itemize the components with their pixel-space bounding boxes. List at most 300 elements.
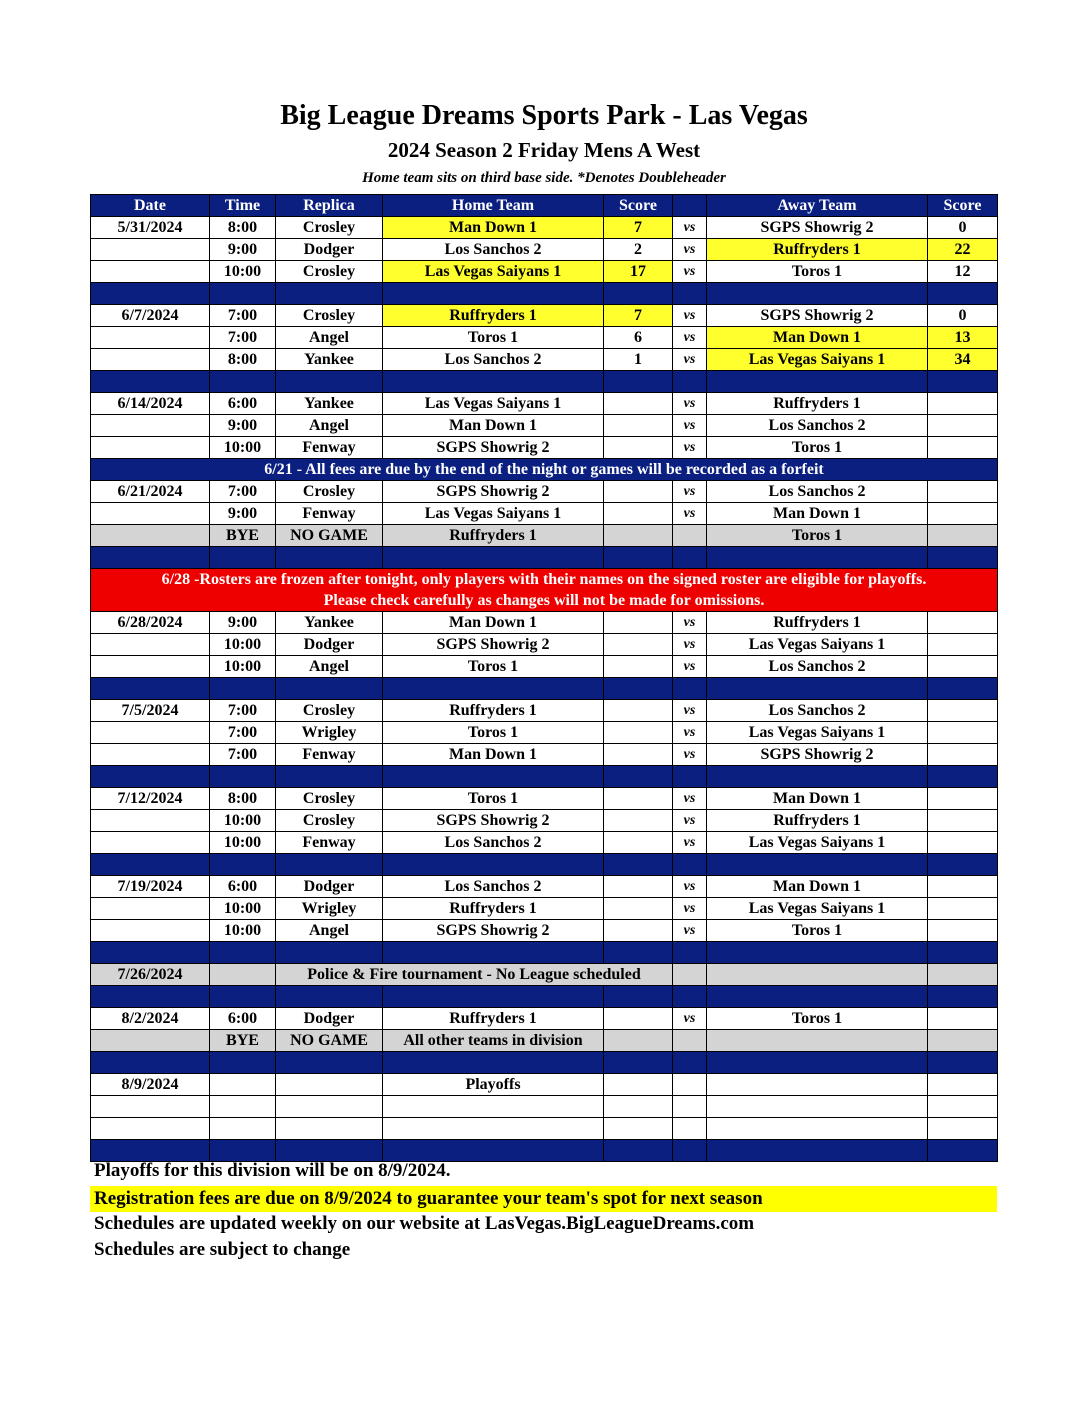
vs-label: vs: [673, 876, 707, 898]
game-row: [91, 481, 998, 503]
home-team: Man Down 1: [383, 217, 604, 239]
game-time: 10:00: [210, 810, 276, 832]
game-date: [91, 898, 210, 920]
separator-cell: [604, 942, 673, 964]
vs-label: vs: [673, 898, 707, 920]
home-score: 1: [604, 349, 673, 371]
col-home-score-header: Score: [604, 195, 673, 217]
home-team: Toros 1: [383, 656, 604, 678]
empty-cell: [210, 964, 276, 986]
field-replica: NO GAME: [276, 525, 383, 547]
home-score: [604, 744, 673, 766]
col-date-header: Date: [91, 195, 210, 217]
away-team: Las Vegas Saiyans 1: [707, 634, 928, 656]
vs-label: vs: [673, 788, 707, 810]
separator-cell: [673, 942, 707, 964]
field-replica: Yankee: [276, 612, 383, 634]
game-date: 8/9/2024: [91, 1074, 210, 1096]
game-date: [91, 832, 210, 854]
away-team: Ruffryders 1: [707, 810, 928, 832]
separator-cell: [276, 986, 383, 1008]
home-team: Los Sanchos 2: [383, 239, 604, 261]
separator-cell: [276, 766, 383, 788]
separator-cell: [604, 1140, 673, 1162]
footer-website-note: Schedules are updated weekly on our website at LasVegas.BigLeagueDreams.com: [94, 1213, 755, 1234]
vs-label: vs: [673, 481, 707, 503]
game-row: [91, 876, 998, 898]
home-score: [604, 393, 673, 415]
separator-cell: [210, 986, 276, 1008]
home-team: Ruffryders 1: [383, 898, 604, 920]
page-title: Big League Dreams Sports Park - Las Vegas: [280, 100, 808, 131]
home-team: Los Sanchos 2: [383, 876, 604, 898]
col-away-score-header: Score: [928, 195, 998, 217]
away-score: [928, 744, 998, 766]
vs-label: [673, 1096, 707, 1118]
separator-cell: [383, 854, 604, 876]
separator-row: [91, 1052, 998, 1074]
separator-cell: [673, 547, 707, 569]
separator-cell: [276, 854, 383, 876]
footer-change-note: Schedules are subject to change: [94, 1239, 351, 1260]
home-team: Ruffryders 1: [383, 1008, 604, 1030]
field-replica: [276, 1118, 383, 1140]
game-row: [91, 656, 998, 678]
game-time: 10:00: [210, 898, 276, 920]
separator-row: [91, 678, 998, 700]
away-score: [928, 722, 998, 744]
away-score: [928, 437, 998, 459]
vs-label: vs: [673, 305, 707, 327]
away-score: 0: [928, 217, 998, 239]
home-score: [604, 503, 673, 525]
away-team: Los Sanchos 2: [707, 656, 928, 678]
game-row: [91, 612, 998, 634]
away-team: Los Sanchos 2: [707, 700, 928, 722]
bye-row: [91, 525, 998, 547]
away-score: [928, 1118, 998, 1140]
vs-label: [673, 1074, 707, 1096]
game-date: 5/31/2024: [91, 217, 210, 239]
away-score: [928, 1030, 998, 1052]
home-score: [604, 876, 673, 898]
game-time: [210, 1118, 276, 1140]
separator-cell: [383, 547, 604, 569]
separator-cell: [928, 547, 998, 569]
separator-cell: [91, 371, 210, 393]
no-game-row: [91, 964, 998, 986]
game-date: [91, 327, 210, 349]
separator-row: [91, 942, 998, 964]
home-team: Playoffs: [383, 1074, 604, 1096]
home-score: [604, 920, 673, 942]
separator-cell: [383, 371, 604, 393]
home-team: Ruffryders 1: [383, 305, 604, 327]
vs-label: vs: [673, 656, 707, 678]
vs-label: vs: [673, 415, 707, 437]
away-score: [928, 810, 998, 832]
away-team: Las Vegas Saiyans 1: [707, 898, 928, 920]
home-team: Man Down 1: [383, 744, 604, 766]
game-time: 6:00: [210, 876, 276, 898]
game-row: [91, 393, 998, 415]
game-time: 8:00: [210, 349, 276, 371]
game-date: [91, 1118, 210, 1140]
away-team: [707, 1118, 928, 1140]
game-time: 10:00: [210, 920, 276, 942]
home-score: [604, 788, 673, 810]
away-score: 0: [928, 305, 998, 327]
separator-cell: [210, 766, 276, 788]
separator-cell: [91, 942, 210, 964]
field-replica: Dodger: [276, 634, 383, 656]
field-replica: NO GAME: [276, 1030, 383, 1052]
game-row: [91, 744, 998, 766]
game-date: [91, 634, 210, 656]
game-time: BYE: [210, 525, 276, 547]
separator-cell: [707, 371, 928, 393]
home-team: Man Down 1: [383, 612, 604, 634]
separator-cell: [276, 942, 383, 964]
vs-label: vs: [673, 612, 707, 634]
separator-cell: [383, 283, 604, 305]
game-row: [91, 1074, 998, 1096]
game-time: 10:00: [210, 656, 276, 678]
vs-label: vs: [673, 1008, 707, 1030]
home-score: [604, 415, 673, 437]
home-team: Las Vegas Saiyans 1: [383, 393, 604, 415]
separator-cell: [91, 986, 210, 1008]
game-time: 9:00: [210, 415, 276, 437]
game-time: 7:00: [210, 722, 276, 744]
game-date: [91, 1096, 210, 1118]
home-team: Toros 1: [383, 722, 604, 744]
game-row: [91, 1118, 998, 1140]
no-league-note: Police & Fire tournament - No League scheduled: [276, 964, 673, 986]
home-score: 6: [604, 327, 673, 349]
separator-cell: [210, 1052, 276, 1074]
separator-cell: [673, 766, 707, 788]
away-team: Man Down 1: [707, 503, 928, 525]
away-team: Ruffryders 1: [707, 239, 928, 261]
separator-cell: [928, 854, 998, 876]
separator-cell: [604, 371, 673, 393]
field-replica: Angel: [276, 920, 383, 942]
game-time: 9:00: [210, 239, 276, 261]
away-score: [928, 503, 998, 525]
separator-cell: [383, 942, 604, 964]
separator-cell: [91, 766, 210, 788]
home-team: All other teams in division: [383, 1030, 604, 1052]
separator-cell: [707, 1140, 928, 1162]
game-date: [91, 920, 210, 942]
away-score: 22: [928, 239, 998, 261]
separator-cell: [673, 371, 707, 393]
game-row: [91, 810, 998, 832]
away-score: [928, 876, 998, 898]
home-team: Man Down 1: [383, 415, 604, 437]
away-team: SGPS Showrig 2: [707, 305, 928, 327]
field-replica: Fenway: [276, 503, 383, 525]
separator-cell: [91, 1052, 210, 1074]
game-row: [91, 503, 998, 525]
away-score: [928, 1096, 998, 1118]
field-replica: Fenway: [276, 832, 383, 854]
away-team: Toros 1: [707, 525, 928, 547]
vs-label: vs: [673, 810, 707, 832]
game-date: [91, 415, 210, 437]
home-team: Las Vegas Saiyans 1: [383, 503, 604, 525]
game-row: [91, 261, 998, 283]
away-score: [928, 525, 998, 547]
separator-cell: [707, 986, 928, 1008]
home-score: 17: [604, 261, 673, 283]
vs-label: vs: [673, 832, 707, 854]
home-team-note: Home team sits on third base side. *Denotes Doubleheader: [362, 170, 726, 186]
separator-cell: [707, 547, 928, 569]
vs-label: vs: [673, 349, 707, 371]
home-team: Las Vegas Saiyans 1: [383, 261, 604, 283]
separator-cell: [383, 1140, 604, 1162]
separator-cell: [91, 1140, 210, 1162]
game-time: 7:00: [210, 744, 276, 766]
game-row: [91, 327, 998, 349]
col-time-header: Time: [210, 195, 276, 217]
home-score: 7: [604, 217, 673, 239]
separator-cell: [210, 371, 276, 393]
separator-cell: [673, 283, 707, 305]
separator-cell: [928, 986, 998, 1008]
field-replica: Angel: [276, 327, 383, 349]
game-time: 7:00: [210, 481, 276, 503]
separator-cell: [210, 547, 276, 569]
game-time: 10:00: [210, 437, 276, 459]
game-time: 10:00: [210, 261, 276, 283]
field-replica: Crosley: [276, 261, 383, 283]
game-row: [91, 832, 998, 854]
field-replica: Wrigley: [276, 722, 383, 744]
home-score: [604, 1074, 673, 1096]
away-score: [928, 1074, 998, 1096]
field-replica: Crosley: [276, 700, 383, 722]
vs-label: vs: [673, 327, 707, 349]
away-score: 12: [928, 261, 998, 283]
fees-notice: 6/21 - All fees are due by the end of the night or games will be recorded as a forfeit: [91, 459, 998, 481]
vs-label: vs: [673, 261, 707, 283]
vs-label: vs: [673, 393, 707, 415]
home-score: 2: [604, 239, 673, 261]
separator-row: [91, 283, 998, 305]
away-team: Toros 1: [707, 920, 928, 942]
game-date: 6/21/2024: [91, 481, 210, 503]
home-score: [604, 722, 673, 744]
vs-label: [673, 1030, 707, 1052]
away-team: Man Down 1: [707, 876, 928, 898]
home-score: [604, 898, 673, 920]
away-score: [928, 656, 998, 678]
game-date: [91, 810, 210, 832]
home-score: [604, 1030, 673, 1052]
separator-cell: [276, 1052, 383, 1074]
game-date: 7/5/2024: [91, 700, 210, 722]
footer-playoffs-note: Playoffs for this division will be on 8/9/2024.: [94, 1160, 451, 1181]
field-replica: Dodger: [276, 1008, 383, 1030]
field-replica: Crosley: [276, 217, 383, 239]
away-team: SGPS Showrig 2: [707, 744, 928, 766]
vs-label: vs: [673, 744, 707, 766]
home-score: [604, 1008, 673, 1030]
game-time: 8:00: [210, 217, 276, 239]
away-team: SGPS Showrig 2: [707, 217, 928, 239]
away-team: [707, 1096, 928, 1118]
home-score: [604, 832, 673, 854]
game-date: [91, 349, 210, 371]
home-team: Ruffryders 1: [383, 525, 604, 547]
separator-cell: [210, 678, 276, 700]
vs-label: [673, 1118, 707, 1140]
field-replica: Yankee: [276, 393, 383, 415]
home-score: [604, 437, 673, 459]
game-time: 10:00: [210, 832, 276, 854]
separator-cell: [707, 1052, 928, 1074]
separator-cell: [707, 766, 928, 788]
away-score: [928, 832, 998, 854]
game-date: 6/14/2024: [91, 393, 210, 415]
away-team: [707, 1030, 928, 1052]
away-team: Man Down 1: [707, 788, 928, 810]
field-replica: Crosley: [276, 788, 383, 810]
separator-cell: [673, 986, 707, 1008]
game-row: [91, 415, 998, 437]
separator-cell: [673, 1140, 707, 1162]
game-date: 7/19/2024: [91, 876, 210, 898]
col-vs-header: [673, 195, 707, 217]
away-team: Las Vegas Saiyans 1: [707, 832, 928, 854]
separator-cell: [673, 1052, 707, 1074]
separator-row: [91, 766, 998, 788]
home-score: 7: [604, 305, 673, 327]
home-score: [604, 525, 673, 547]
game-date: [91, 239, 210, 261]
away-team: Ruffryders 1: [707, 612, 928, 634]
separator-cell: [210, 854, 276, 876]
away-score: [928, 700, 998, 722]
separator-cell: [276, 371, 383, 393]
away-score: [928, 415, 998, 437]
game-date: 8/2/2024: [91, 1008, 210, 1030]
home-team: Los Sanchos 2: [383, 349, 604, 371]
home-score: [604, 481, 673, 503]
roster-alert-row: [91, 569, 998, 612]
away-score: [928, 898, 998, 920]
separator-cell: [604, 854, 673, 876]
empty-cell: [707, 964, 928, 986]
separator-cell: [276, 678, 383, 700]
field-replica: Yankee: [276, 349, 383, 371]
separator-cell: [210, 283, 276, 305]
notice-row: [91, 459, 998, 481]
away-team: Toros 1: [707, 1008, 928, 1030]
separator-cell: [604, 1052, 673, 1074]
away-team: Los Sanchos 2: [707, 481, 928, 503]
separator-row: [91, 986, 998, 1008]
field-replica: Angel: [276, 415, 383, 437]
home-score: [604, 1118, 673, 1140]
vs-label: vs: [673, 437, 707, 459]
game-date: [91, 503, 210, 525]
game-date: 6/28/2024: [91, 612, 210, 634]
game-row: [91, 788, 998, 810]
game-date: [91, 437, 210, 459]
game-row: [91, 920, 998, 942]
away-team: Las Vegas Saiyans 1: [707, 349, 928, 371]
separator-cell: [928, 371, 998, 393]
away-score: [928, 788, 998, 810]
separator-cell: [673, 854, 707, 876]
home-team: SGPS Showrig 2: [383, 481, 604, 503]
separator-cell: [928, 942, 998, 964]
away-team: Toros 1: [707, 437, 928, 459]
separator-row: [91, 1140, 998, 1162]
separator-cell: [383, 678, 604, 700]
footer-registration-note: Registration fees are due on 8/9/2024 to guarantee your team's spot for next season: [90, 1186, 997, 1212]
home-team: SGPS Showrig 2: [383, 810, 604, 832]
separator-cell: [604, 678, 673, 700]
game-time: 9:00: [210, 612, 276, 634]
game-time: 7:00: [210, 327, 276, 349]
away-score: [928, 634, 998, 656]
separator-cell: [210, 942, 276, 964]
separator-cell: [604, 283, 673, 305]
roster-alert-line-1: 6/28 -Rosters are frozen after tonight, only players with their names on the signed roster are eligible for playoffs.: [161, 571, 927, 588]
separator-row: [91, 854, 998, 876]
game-time: 8:00: [210, 788, 276, 810]
separator-cell: [604, 766, 673, 788]
separator-cell: [707, 283, 928, 305]
separator-cell: [383, 766, 604, 788]
home-team: SGPS Showrig 2: [383, 920, 604, 942]
separator-cell: [276, 547, 383, 569]
field-replica: Wrigley: [276, 898, 383, 920]
home-team: Toros 1: [383, 327, 604, 349]
vs-label: vs: [673, 920, 707, 942]
field-replica: Crosley: [276, 481, 383, 503]
game-time: BYE: [210, 1030, 276, 1052]
game-row: [91, 1096, 998, 1118]
away-team: Ruffryders 1: [707, 393, 928, 415]
game-time: 9:00: [210, 503, 276, 525]
vs-label: vs: [673, 503, 707, 525]
game-date: [91, 722, 210, 744]
separator-row: [91, 371, 998, 393]
game-row: [91, 437, 998, 459]
vs-label: vs: [673, 239, 707, 261]
separator-cell: [383, 986, 604, 1008]
separator-cell: [928, 1140, 998, 1162]
home-team: Toros 1: [383, 788, 604, 810]
col-home-team-header: Home Team: [383, 195, 604, 217]
field-replica: [276, 1096, 383, 1118]
separator-cell: [707, 678, 928, 700]
game-row: [91, 634, 998, 656]
field-replica: Crosley: [276, 810, 383, 832]
separator-cell: [91, 678, 210, 700]
away-team: Toros 1: [707, 261, 928, 283]
away-score: [928, 1008, 998, 1030]
game-date: 7/12/2024: [91, 788, 210, 810]
separator-cell: [928, 283, 998, 305]
game-date: 7/26/2024: [91, 964, 210, 986]
